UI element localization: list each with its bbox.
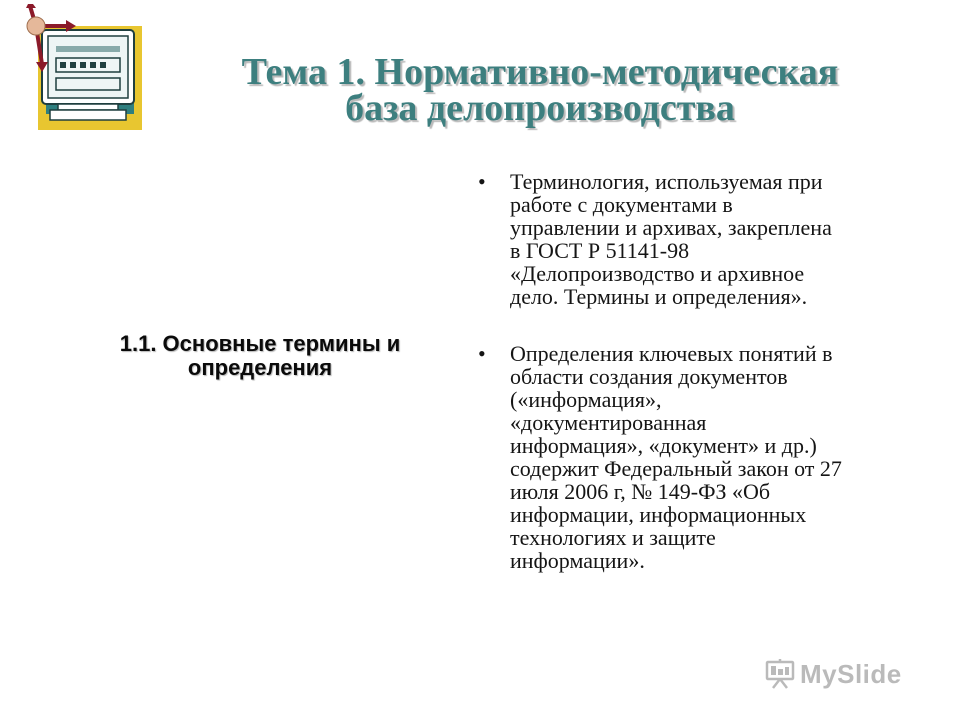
bullet-line: информации». bbox=[510, 548, 645, 573]
bullet-line: («информация», bbox=[510, 387, 662, 412]
watermark bbox=[764, 656, 934, 692]
bullet-line: «Делопроизводство и архивное bbox=[510, 261, 805, 286]
bullet-line: • Терминология, используемая при bbox=[510, 169, 823, 194]
section-subtitle bbox=[40, 332, 480, 380]
presentation-board-icon bbox=[764, 658, 796, 690]
section-subtitle-line: определения bbox=[187, 355, 333, 380]
bullet-line: июля 2006 г, № 149-ФЗ «Об bbox=[510, 479, 771, 504]
bullet-item bbox=[476, 170, 928, 308]
bullet-line: содержит Федеральный закон от 27 bbox=[510, 456, 842, 481]
bullet-line: информация», «документ» и др.) bbox=[510, 433, 817, 458]
bullet-line: информации, информационных bbox=[510, 502, 807, 527]
watermark-text: MySlide bbox=[800, 658, 902, 689]
bullet-line: дело. Термины и определения». bbox=[510, 284, 808, 309]
bullet-line: • Определения ключевых понятий в bbox=[510, 341, 833, 366]
slide-title-line: Тема 1. Нормативно-методическая bbox=[241, 51, 839, 93]
slide-title bbox=[160, 51, 920, 129]
slide-title-line: база делопроизводства bbox=[345, 87, 735, 129]
bullet-line: области создания документов bbox=[510, 364, 788, 389]
bullet-item bbox=[476, 342, 928, 572]
bullet-list bbox=[476, 170, 928, 572]
section-subtitle-line: 1.1. Основные термины и bbox=[119, 331, 401, 356]
bullet-line: работе с документами в bbox=[510, 192, 733, 217]
bullet-line: в ГОСТ Р 51141-98 bbox=[510, 238, 690, 263]
computer-monitor-with-arrows-icon bbox=[14, 4, 154, 134]
bullet-line: управлении и архивах, закреплена bbox=[510, 215, 832, 240]
bullet-line: «документированная bbox=[510, 410, 707, 435]
bullet-line: технологиях и защите bbox=[510, 525, 716, 550]
